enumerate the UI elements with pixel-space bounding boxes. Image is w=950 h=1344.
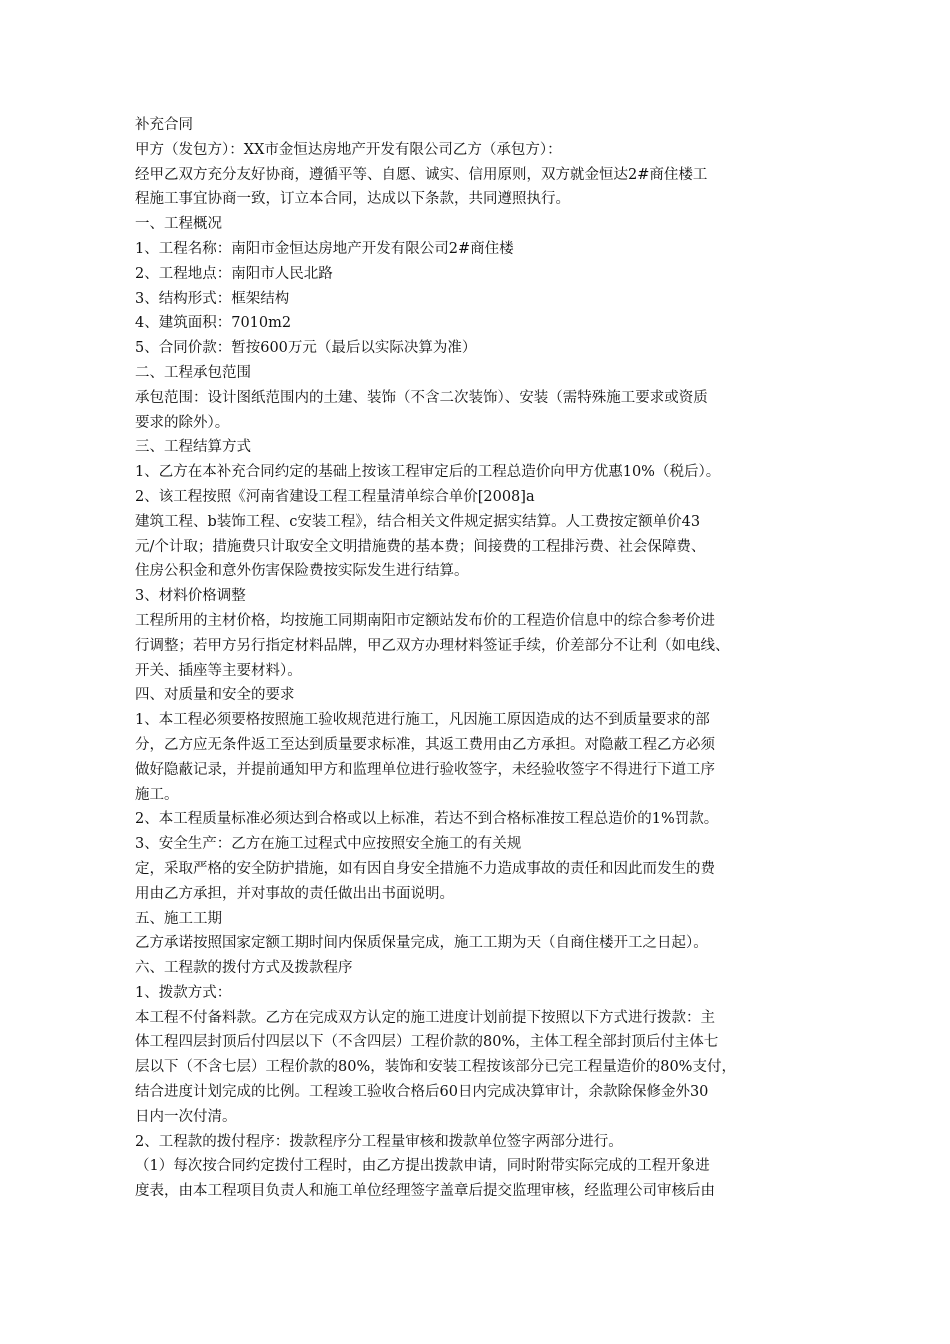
text-line: 做好隐蔽记录，并提前通知甲方和监理单位进行验收签字，未经验收签字不得进行下道工序	[135, 761, 715, 778]
contract-body	[135, 113, 835, 1204]
text-line: 1、乙方在本补充合同约定的基础上按该工程审定后的工程总造价向甲方优惠10%（税后）。	[135, 464, 721, 481]
text-line: 体工程四层封顶后付四层以下（不含四层）工程价款的80%，主体工程全部封顶后付主体七	[135, 1034, 719, 1051]
text-line: 定，采取严格的安全防护措施，如有因自身安全措施不力造成事故的责任和因此而发生的费	[135, 860, 715, 877]
text-line: 元/个计取；措施费只计取安全文明措施费的基本费；间接费的工程排污费、社会保障费、	[135, 538, 706, 555]
section-heading: 二、工程承包范围	[135, 364, 251, 381]
section-heading: 四、对质量和安全的要求	[135, 687, 295, 704]
text-line: 乙方承诺按照国家定额工期时间内保质保量完成，施工工期为天（自商住楼开工之日起）。	[135, 935, 708, 952]
text-line: （1）每次按合同约定拨付工程时，由乙方提出拨款申请，同时附带实际完成的工程开象进	[135, 1158, 710, 1175]
text-line: 开关、插座等主要材料）。	[135, 662, 302, 679]
text-line: 4、建筑面积：7010m2	[135, 315, 292, 332]
text-line: 5、合同价款：暂按600万元（最后以实际决算为准）	[135, 340, 477, 357]
text-line: 用由乙方承担，并对事故的责任做出出书面说明。	[135, 885, 454, 902]
text-line: 工程所用的主材价格，均按施工同期南阳市定额站发布价的工程造价信息中的综合参考价进	[135, 612, 715, 629]
text-line: 2、该工程按照《河南省建设工程工程量清单综合单价[2008]a	[135, 488, 535, 505]
text-line: 日内一次付清。	[135, 1108, 237, 1125]
text-line: 程施工事宜协商一致，订立本合同，达成以下条款，共同遵照执行。	[135, 191, 570, 208]
text-line: 3、安全生产：乙方在施工过程式中应按照安全施工的有关规	[135, 836, 522, 853]
text-line: 建筑工程、b装饰工程、c安装工程》，结合相关文件规定据实结算。人工费按定额单价43	[135, 513, 701, 530]
text-line: 结合进度计划完成的比例。工程竣工验收合格后60日内完成决算审计，余款除保修金外30	[135, 1084, 709, 1101]
text-line: 分，乙方应无条件返工至达到质量要求标准，其返工费用由乙方承担。对隐蔽工程乙方必须	[135, 736, 715, 753]
text-line: 2、工程款的拨付程序：拨款程序分工程量审核和拨款单位签字两部分进行。	[135, 1133, 623, 1150]
text-line: 1、工程名称：南阳市金恒达房地产开发有限公司2#商住楼	[135, 240, 514, 257]
text-line: 层以下（不含七层）工程价款的80%，装饰和安装工程按该部分已完工程量造价的80%支付，	[135, 1059, 736, 1076]
contract-title: 补充合同	[135, 117, 193, 133]
text-line: 2、工程地点：南阳市人民北路	[135, 265, 333, 282]
text-line: 本工程不付备料款。乙方在完成双方认定的施工进度计划前提下按照以下方式进行拨款：主	[135, 1009, 715, 1026]
section-heading: 一、工程概况	[135, 216, 222, 233]
section-heading: 三、工程结算方式	[135, 439, 251, 456]
text-line: 承包范围：设计图纸范围内的土建、装饰（不含二次装饰）、安装（需特殊施工要求或资质	[135, 389, 708, 406]
text-line: 1、本工程必须要格按照施工验收规范进行施工，凡因施工原因造成的达不到质量要求的部	[135, 712, 710, 729]
text-line: 2、本工程质量标准必须达到合格或以上标准，若达不到合格标准按工程总造价的1%罚款。	[135, 811, 719, 828]
text-line: 度表，由本工程项目负责人和施工单位经理签字盖章后提交监理审核，经监理公司审核后由	[135, 1183, 715, 1200]
text-line: 1、拨款方式：	[135, 984, 232, 1001]
party-line: 甲方（发包方）：XX市金恒达房地产开发有限公司乙方（承包方）：	[135, 141, 562, 158]
section-heading: 五、施工工期	[135, 910, 222, 927]
text-line: 3、材料价格调整	[135, 588, 246, 605]
text-line: 住房公积金和意外伤害保险费按实际发生进行结算。	[135, 563, 469, 580]
text-line: 施工。	[135, 786, 179, 803]
text-line: 要求的除外）。	[135, 414, 230, 431]
text-line: 3、结构形式：框架结构	[135, 290, 290, 307]
section-heading: 六、工程款的拨付方式及拨款程序	[135, 960, 353, 977]
text-line: 经甲乙双方充分友好协商，遵循平等、自愿、诚实、信用原则，双方就金恒达2#商住楼工	[135, 166, 708, 183]
text-line: 行调整；若甲方另行指定材料品牌，甲乙双方办理材料签证手续，价差部分不让利（如电线、	[135, 637, 730, 654]
